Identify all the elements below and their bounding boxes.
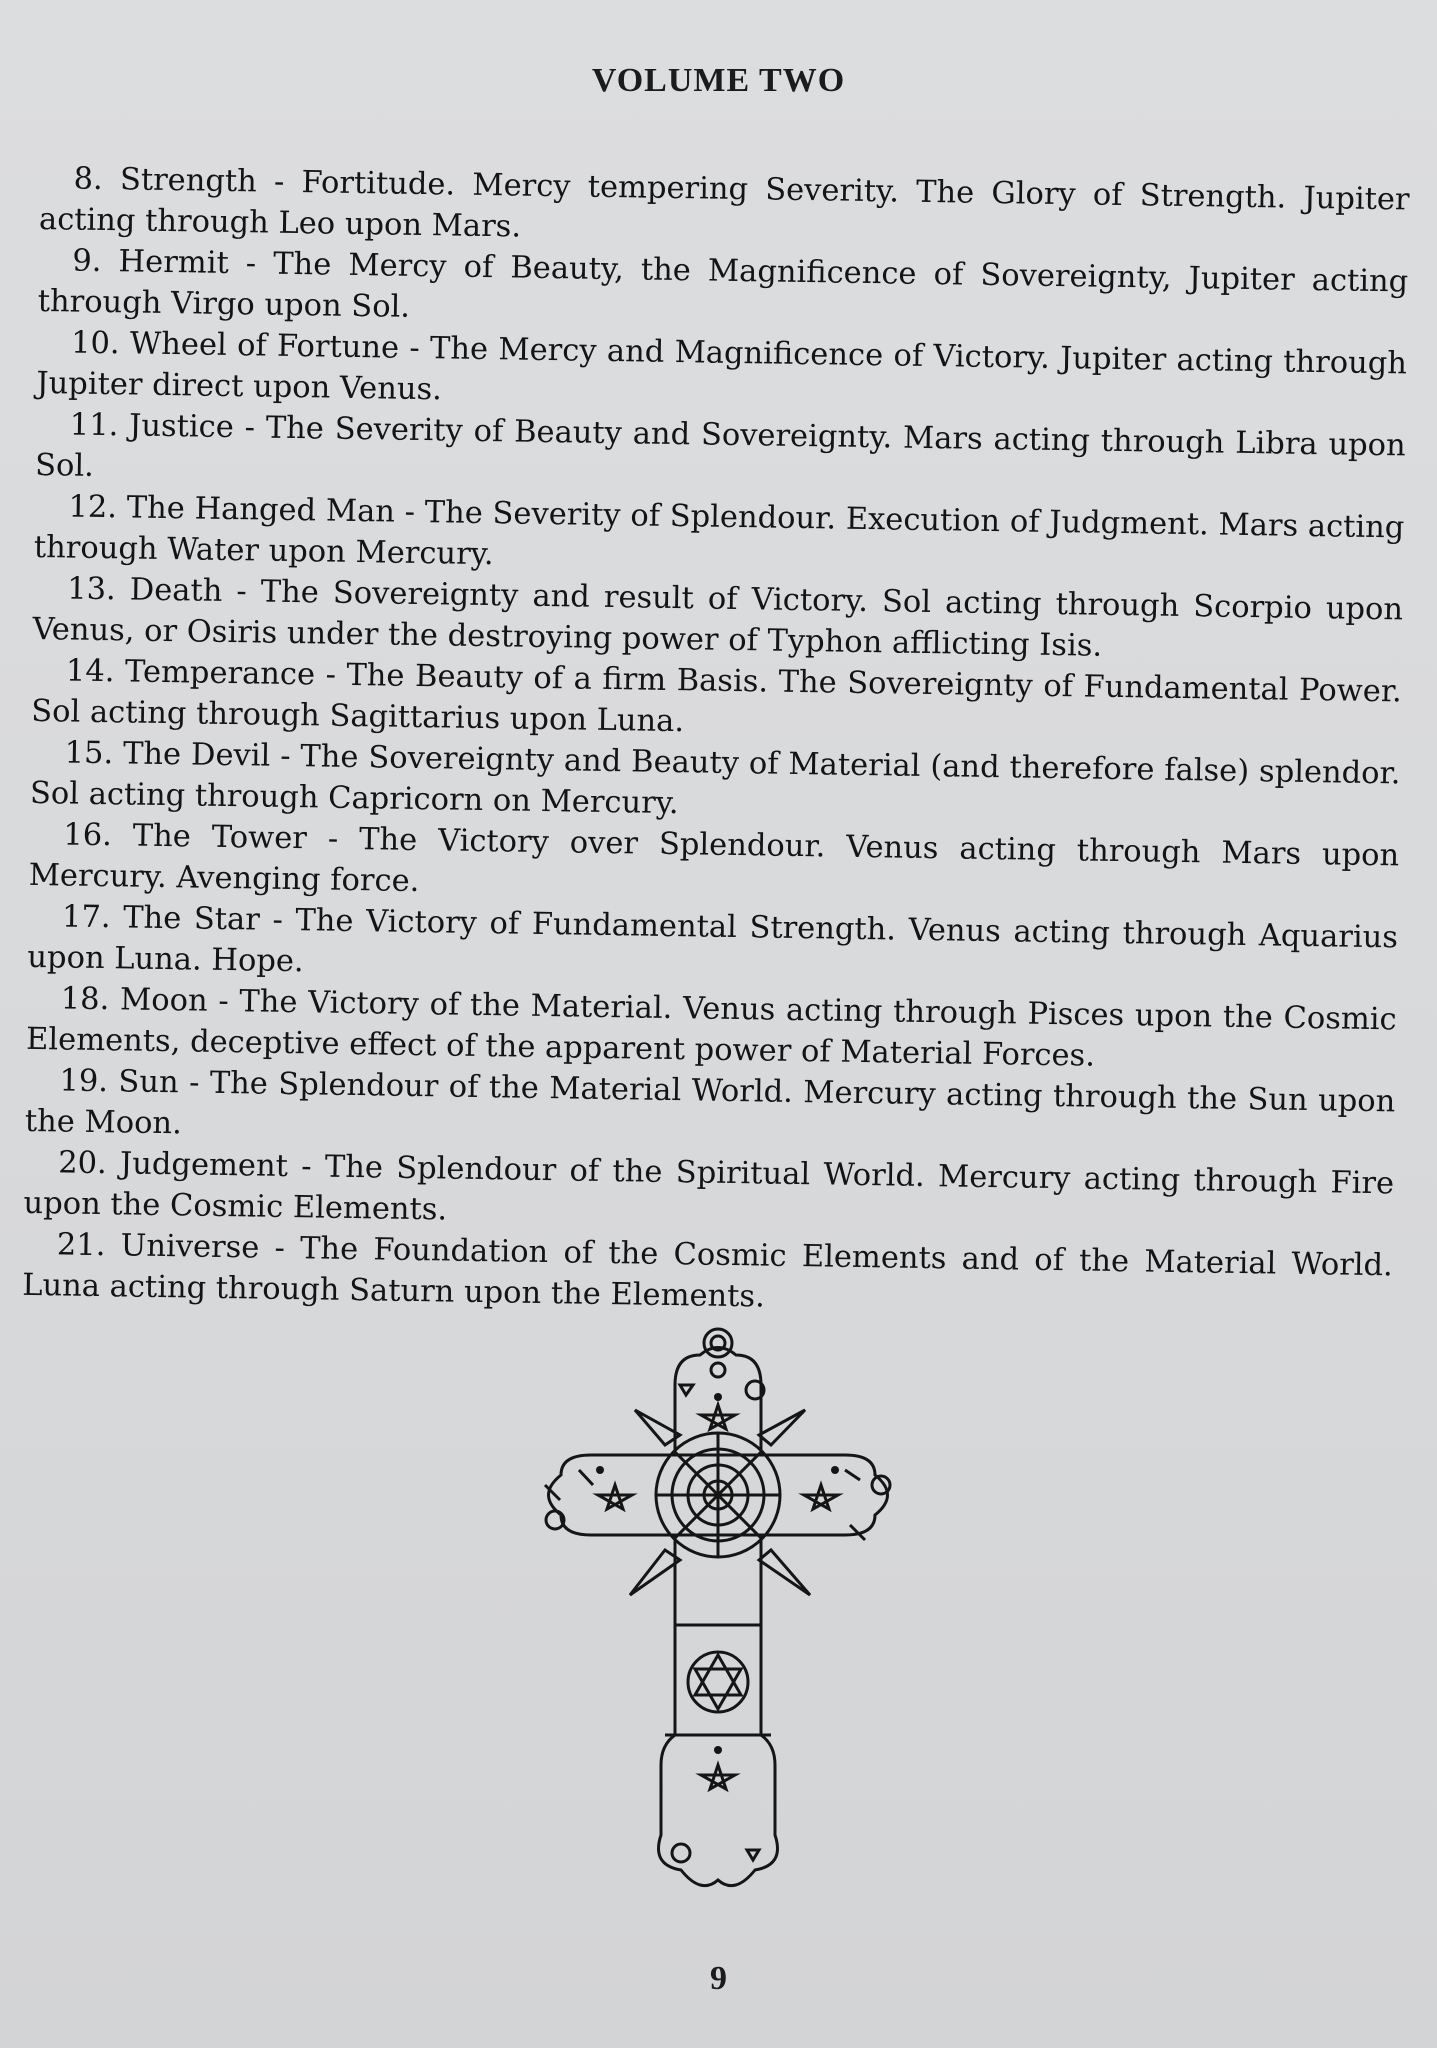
list-item: 18. Moon - The Victory of the Material. Venus acting through Pisces upon the Cosmic Elements, deceptive effect of the apparent power of Material Forces. <box>25 981 1397 1074</box>
page-number: 9 <box>710 1960 727 1997</box>
rose-cross-emblem-icon <box>515 1325 921 1895</box>
entry-list <box>22 158 1410 1327</box>
list-item: 14. Temperance - The Beauty of a firm Basis. The Sovereignty of Fundamental Power. Sol acting through Sagittarius upon Luna. <box>31 653 1403 740</box>
list-item: 10. Wheel of Fortune - The Mercy and Magnificence of Victory. Jupiter acting through Jupiter direct upon Venus. <box>36 325 1408 408</box>
list-item: 11. Justice - The Severity of Beauty and Sovereignty. Mars acting through Libra upon Sol. <box>34 407 1406 484</box>
list-item: 9. Hermit - The Mercy of Beauty, the Magnificence of Sovereignty, Jupiter acting through Virgo upon Sol. <box>37 243 1409 325</box>
running-header: VOLUME TWO <box>591 62 846 99</box>
list-item: 17. The Star - The Victory of Fundamental Strength. Venus acting through Aquarius upon Luna. Hope. <box>27 899 1399 980</box>
list-item: 13. Death - The Sovereignty and result of Victory. Sol acting through Scorpio upon Venus, or Osiris under the destroying power of Typhon afflicting Isis. <box>32 571 1404 664</box>
list-item: 20. Judgement - The Splendour of the Spiritual World. Mercury acting through Fire upon the Cosmic Elements. <box>23 1145 1395 1228</box>
list-item: 15. The Devil - The Sovereignty and Beauty of Material (and therefore false) splendor. Sol acting through Capricorn on Mercury. <box>29 735 1401 822</box>
list-item: 16. The Tower - The Victory over Splendour. Venus acting through Mars upon Mercury. Avenging force. <box>28 817 1400 900</box>
list-item: 12. The Hanged Man - The Severity of Splendour. Execution of Judgment. Mars acting through Water upon Mercury. <box>33 489 1405 573</box>
list-item: 19. Sun - The Splendour of the Material World. Mercury acting through the Sun upon the Moon. <box>24 1063 1396 1142</box>
list-item: 21. Universe - The Foundation of the Cosmic Elements and of the Material World. Luna acting through Saturn upon the Elements. <box>22 1227 1394 1315</box>
list-item: 8. Strength - Fortitude. Mercy tempering Severity. The Glory of Strength. Jupiter acting through Leo upon Mars. <box>38 161 1410 245</box>
